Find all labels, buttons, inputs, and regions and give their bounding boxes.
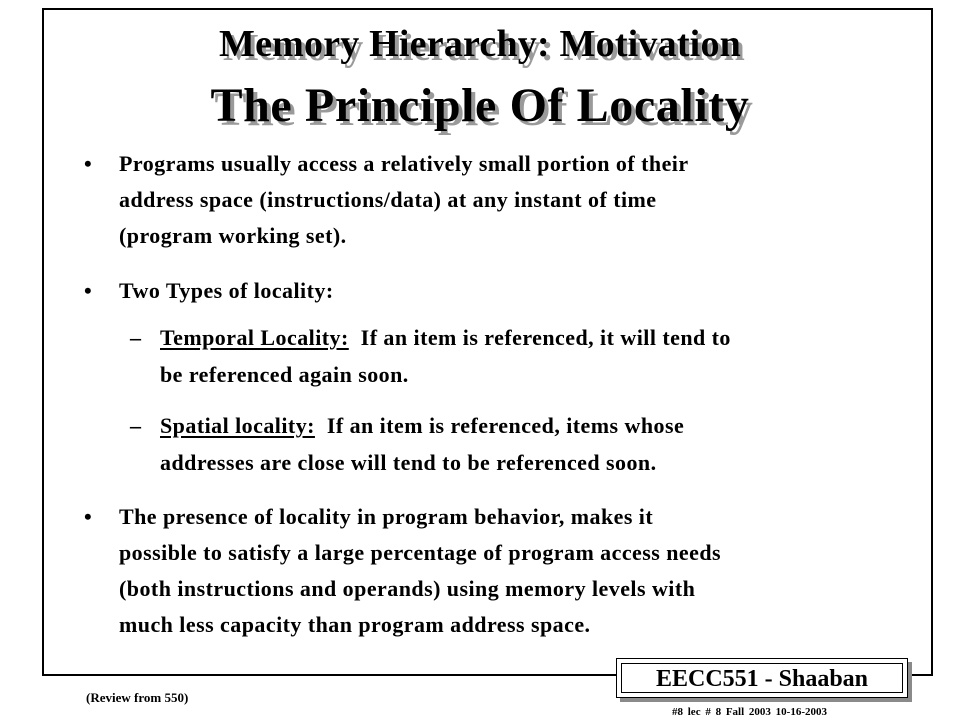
bullet-text-line: Programs usually access a relatively small portion of their — [119, 151, 689, 176]
bullet-text-line: The presence of locality in program behavior, makes it — [119, 504, 654, 529]
slide-title-line1: Memory Hierarchy: Motivation — [219, 23, 741, 65]
bullet-text-line: possible to satisfy a large percentage of program access needs — [119, 540, 722, 565]
subbullet-line: addresses are close will tend to be referenced soon. — [160, 450, 657, 475]
slide-title-line2: The Principle Of Locality — [210, 79, 750, 132]
bullet-text-line: address space (instructions/data) at any instant of time — [119, 187, 657, 212]
bullet-marker: • — [84, 151, 93, 176]
bullet-text-line: much less capacity than program address space. — [119, 612, 591, 637]
bullet-text-line: (both instructions and operands) using memory levels with — [119, 576, 696, 601]
subbullet-line — [160, 320, 920, 356]
course-logo-text: EECC551 - Shaaban — [621, 663, 903, 693]
subbullet-text: If an item is referenced, it will tend to — [348, 325, 731, 350]
subbullet-marker: – — [130, 325, 142, 350]
subbullet-line: be referenced again soon. — [160, 362, 409, 387]
subbullet-text: If an item is referenced, items whose — [314, 413, 685, 438]
course-logo-box — [616, 658, 908, 698]
bullet-marker: • — [84, 504, 93, 529]
slide-footer: #8 lec # 8 Fall 2003 10-16-2003 — [672, 706, 827, 718]
bullet-text-line: Two Types of locality: — [119, 278, 334, 303]
term-spatial-locality: Spatial locality: — [160, 413, 315, 438]
term-temporal-locality: Temporal Locality: — [160, 325, 349, 350]
bullet-text-line: (program working set). — [119, 223, 347, 248]
review-note: (Review from 550) — [86, 690, 189, 705]
subbullet-line — [160, 408, 920, 444]
bullet-marker: • — [84, 278, 93, 303]
subbullet-marker: – — [130, 413, 142, 438]
